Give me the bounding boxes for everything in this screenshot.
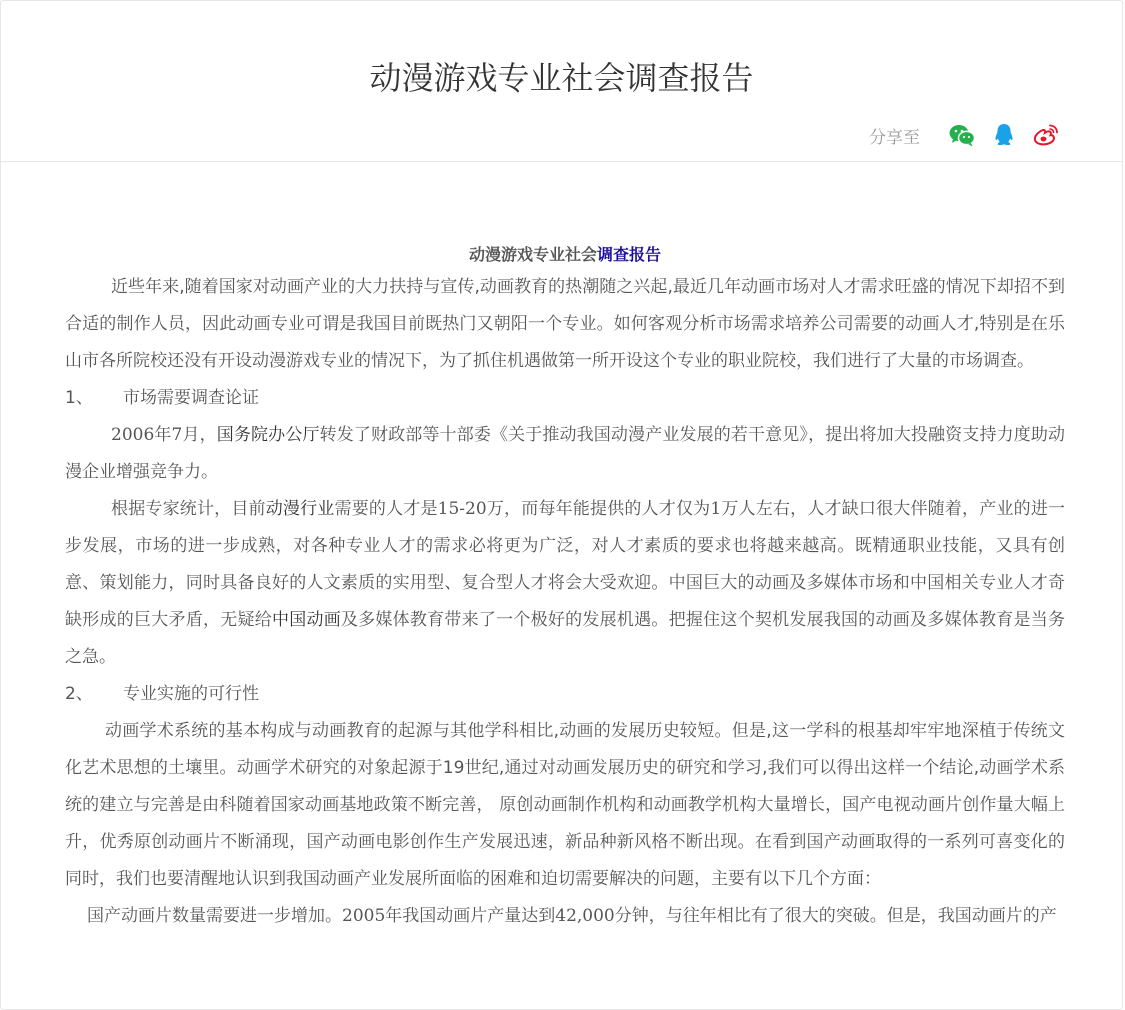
section-heading-1 (65, 380, 1065, 417)
weibo-icon[interactable] (1032, 121, 1060, 149)
article-title-link[interactable]: 调查报告 (597, 245, 662, 264)
text-segment: 需要的人才是15-20万，而每年能提供的人才仅为1万人左右，人才缺口很大伴随着，产业的进一步发展，市场的进一步成熟，对各种专业人才的需求必将更为广泛，对人才素质的要求也将越来越高。既精通职业技能，又具有创意、策划能力，同时具备良好的人文素质的实用型、复合型人才将会大受欢迎。中国巨大的动画及多媒体市场和中国相关专业人才奇缺形成的巨大矛盾，无疑给 (65, 499, 1066, 630)
keyword-link[interactable]: 国务院办公厅 (216, 425, 320, 445)
article-body (65, 233, 1065, 935)
article-header (1, 1, 1122, 162)
section-title: 专业实施的可行性 (123, 684, 259, 704)
text-segment: 转发了财政部等十部委《关于推动我国动漫产业发展的若干意见》，提出将加大投融资支持力度助动漫企业增强竞争力。 (65, 425, 1065, 482)
share-label: 分享至 (869, 127, 920, 148)
section-number: 2、 (65, 684, 93, 704)
paragraph-output: 国产动画片数量需要进一步增加。2005年我国动画片产量达到42,000分钟，与往年相比有了很大的突破。但是，我国动画片的产 (87, 906, 1057, 926)
paragraph-feasibility: 动画学术系统的基本构成与动画教育的起源与其他学科相比,动画的发展历史较短。但是,这一学科的根基却牢牢地深植于传统文化艺术思想的土壤里。动画学术研究的对象起源于19世纪,通过对动画发展历史的研究和学习,我们可以得出这样一个结论,动画学术系统的建立与完善是由科随着国家动画基地政策不断完善， 原创动画制作机构和动画教学机构大量增长，国产电视动画片创作量大幅上升，优秀原创动画片不断涌现，国产动画电影创作生产发展迅速，新品种新风格不断出现。在看到国产动画取得的一系列可喜变化的同时，我们也要清醒地认识到我国动画产业发展所面临的困难和迫切需要解决的问题，主要有以下几个方面： (65, 721, 1065, 889)
keyword-link[interactable]: 动漫行业 (265, 499, 335, 519)
section-number: 1、 (65, 388, 93, 408)
keyword-link[interactable]: 中国动画 (271, 610, 341, 630)
wechat-icon[interactable] (948, 121, 976, 149)
section-title: 市场需要调查论证 (123, 388, 259, 408)
page-title: 动漫游戏专业社会调查报告 (369, 59, 754, 97)
section-heading-2 (65, 676, 1065, 713)
paragraph-policy (65, 417, 1065, 491)
paragraph-statistics (65, 491, 1065, 676)
share-bar (869, 119, 1060, 151)
text-segment: 及多媒体教育带来了一个极好的发展机遇。把握住这个契机发展我国的动画及多媒体教育是当务之急。 (65, 610, 1066, 667)
text-segment: 根据专家统计，目前 (111, 499, 266, 519)
article-title (65, 233, 1065, 269)
article-title-text: 动漫游戏专业社会 (468, 245, 597, 264)
qq-icon[interactable] (990, 121, 1018, 149)
paragraph-intro: 近些年来,随着国家对动画产业的大力扶持与宣传,动画教育的热潮随之兴起,最近几年动画市场对人才需求旺盛的情况下却招不到合适的制作人员，因此动画专业可谓是我国目前既热门又朝阳一个专业。如何客观分析市场需求培养公司需要的动画人才,特别是在乐山市各所院校还没有开设动漫游戏专业的情况下，为了抓住机遇做第一所开设这个专业的职业院校，我们进行了大量的市场调查。 (65, 277, 1065, 371)
text-segment: 2006年7月， (111, 425, 217, 445)
